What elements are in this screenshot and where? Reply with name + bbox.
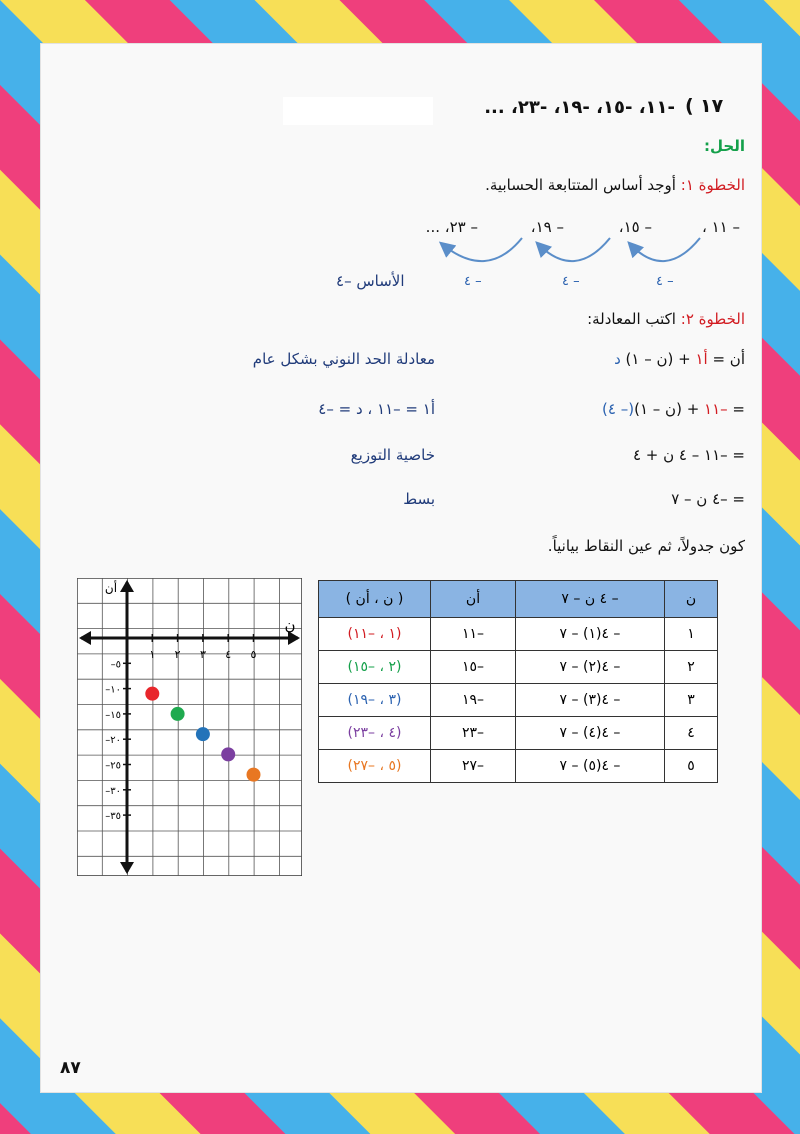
x-tick-label: ٤ — [225, 648, 232, 661]
diff-2: – ٤ — [562, 274, 580, 289]
equation-4: = –٤ ن – ٧ — [671, 490, 745, 508]
arrow-1 — [630, 238, 700, 261]
equation-3-note: خاصية التوزيع — [350, 446, 435, 464]
header-n: ن — [665, 581, 718, 618]
seq-term-1: – ١١ ، — [701, 218, 740, 236]
equation-2: = –١١ + (ن – ١)(– ٤) — [602, 400, 745, 418]
equation-1-note: معادلة الحد النوني بشكل عام — [252, 350, 435, 368]
table-row — [319, 651, 718, 684]
table-row — [319, 684, 718, 717]
worksheet-page — [40, 43, 762, 1093]
blank-box — [283, 97, 433, 125]
table-row — [319, 618, 718, 651]
y-tick-label: –٢٥ — [105, 760, 121, 772]
problem-number: ١٧ — [700, 95, 724, 117]
seq-term-3: – ١٩، — [530, 218, 564, 236]
cell-an: –٢٧ — [431, 750, 516, 783]
step2-text: اكتب المعادلة: — [587, 310, 676, 328]
equation-2-note: أ١ = –١١ ، د = –٤ — [318, 400, 435, 418]
x-tick-label: ٣ — [199, 648, 206, 661]
y-axis-label: أن — [104, 581, 118, 595]
equation-4-note: بسط — [403, 490, 435, 508]
cell-an: –١٩ — [431, 684, 516, 717]
step2-line — [587, 310, 745, 328]
cell-an: –١١ — [431, 618, 516, 651]
header-an: أن — [431, 581, 516, 618]
base-label: الأساس –٤ — [336, 272, 405, 290]
diff-1: – ٤ — [656, 274, 674, 289]
cell-expression: – ٤(٥) – ٧ — [516, 750, 665, 783]
step2-label: الخطوة ٢: — [680, 310, 745, 328]
cell-expression: – ٤(٣) – ٧ — [516, 684, 665, 717]
solution-label: الحل: — [704, 137, 745, 155]
cell-an: –٢٣ — [431, 717, 516, 750]
cell-expression: – ٤(٢) – ٧ — [516, 651, 665, 684]
table-row — [319, 717, 718, 750]
data-point — [145, 687, 159, 701]
cell-n: ١ — [665, 618, 718, 651]
seq-term-4: – ٢٣، ... — [425, 218, 478, 236]
table-header-row — [319, 581, 718, 618]
data-point — [221, 747, 235, 761]
cell-pair: (٣ ، –١٩) — [319, 684, 431, 717]
cell-expression: – ٤(٤) – ٧ — [516, 717, 665, 750]
cell-n: ٤ — [665, 717, 718, 750]
step1-text: أوجد أساس المتتابعة الحسابية. — [485, 176, 676, 194]
step1-line — [485, 176, 745, 194]
cell-pair: (٤ ، –٢٣) — [319, 717, 431, 750]
y-tick-label: –١٠ — [105, 684, 121, 696]
cell-pair: (٥ ، –٢٧) — [319, 750, 431, 783]
x-axis-label: ن — [284, 616, 296, 634]
data-point — [247, 768, 261, 782]
seq-term-2: – ١٥، — [618, 218, 652, 236]
cell-pair: (٢ ، –١٥) — [319, 651, 431, 684]
table-instruction: كون جدولاً، ثم عين النقاط بيانياً. — [547, 537, 745, 555]
x-tick-label: ٥ — [250, 648, 257, 661]
data-point — [171, 707, 185, 721]
diff-3: – ٤ — [464, 274, 482, 289]
step1-label: الخطوة ١: — [680, 176, 745, 194]
values-table — [318, 580, 718, 783]
equation-1: أن = أ١ + (ن – ١) د — [614, 350, 745, 368]
arrow-2 — [538, 238, 610, 261]
y-tick-label: –٥ — [110, 659, 121, 671]
cell-n: ٢ — [665, 651, 718, 684]
cell-an: –١٥ — [431, 651, 516, 684]
x-tick-label: ١ — [149, 648, 156, 661]
page-number: ٨٧ — [60, 1058, 81, 1078]
problem-paren: ) — [685, 95, 694, 117]
cell-pair: (١ ، –١١) — [319, 618, 431, 651]
cell-n: ٥ — [665, 750, 718, 783]
difference-arrows — [420, 236, 720, 276]
data-point — [196, 727, 210, 741]
header-pair: ( ن ، أن ) — [319, 581, 431, 618]
y-tick-label: –٢٠ — [105, 735, 121, 747]
cell-expression: – ٤(١) – ٧ — [516, 618, 665, 651]
equation-3: = –١١ – ٤ ن + ٤ — [632, 446, 745, 464]
coordinate-graph — [77, 578, 302, 876]
table-row — [319, 750, 718, 783]
y-tick-label: –١٥ — [105, 709, 121, 721]
y-tick-label: –٣٥ — [105, 811, 121, 823]
arrow-3 — [442, 238, 522, 261]
x-tick-label: ٢ — [174, 648, 181, 661]
y-tick-label: –٣٠ — [105, 785, 121, 797]
problem-sequence: -١١، -١٥، -١٩، -٢٣، ... — [484, 97, 675, 118]
cell-n: ٣ — [665, 684, 718, 717]
header-expression: – ٤ ن – ٧ — [516, 581, 665, 618]
